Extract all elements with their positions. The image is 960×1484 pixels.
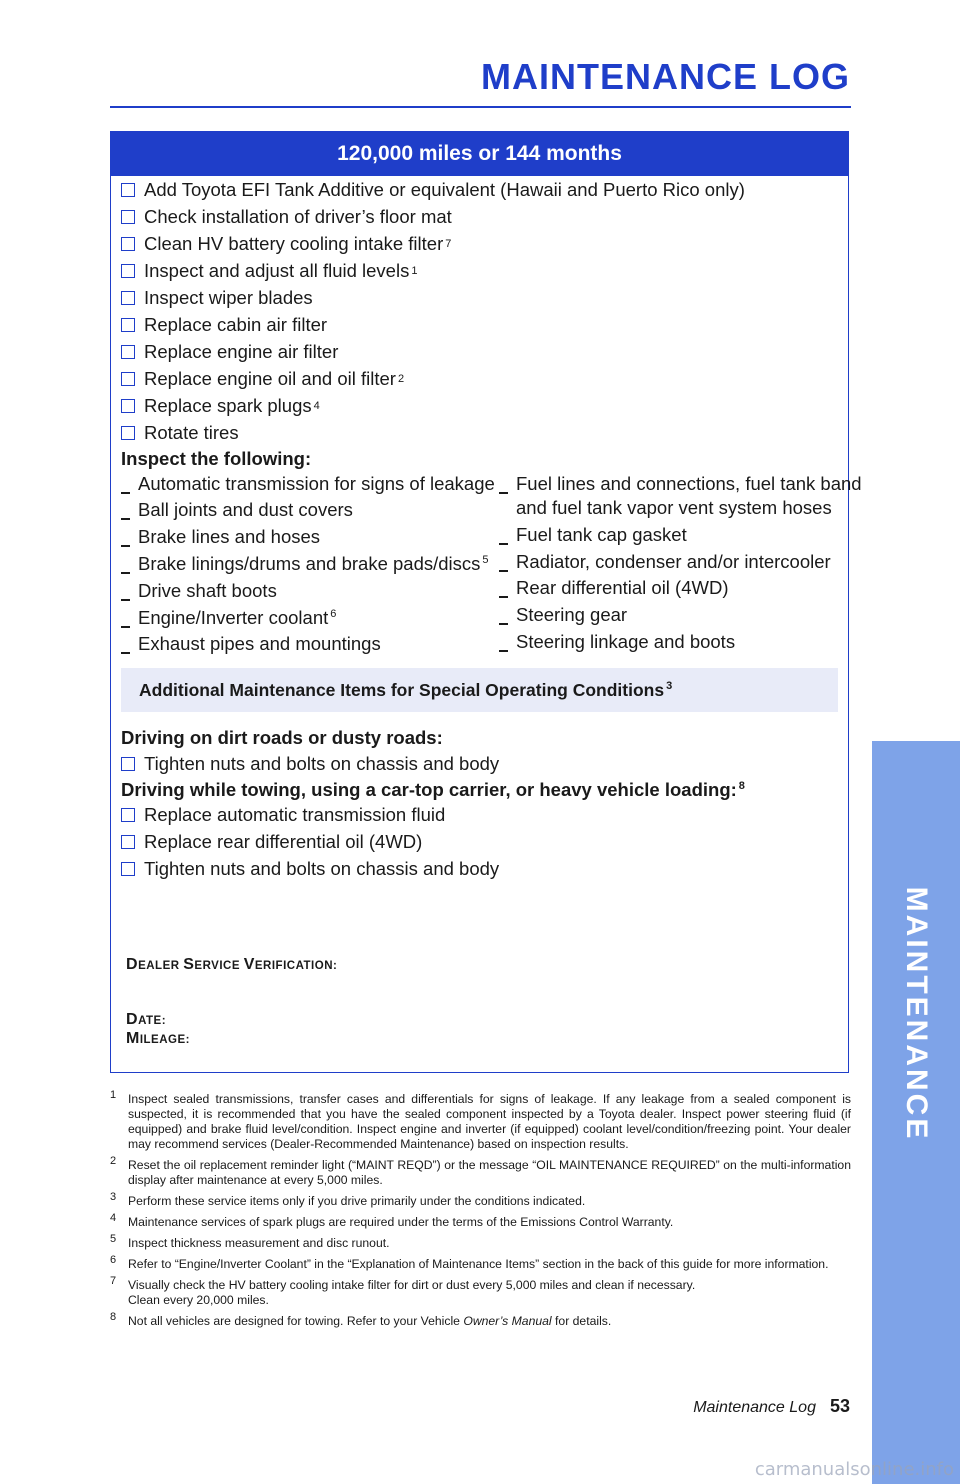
footnote: 8 Not all vehicles are designed for towing. Refer to your Vehicle Owner’s Manual for details. — [110, 1311, 612, 1328]
footnotes — [110, 1089, 851, 1335]
dash-icon — [121, 599, 130, 601]
dash-icon — [499, 543, 508, 545]
checklist-item: Tighten nuts and bolts on chassis and body — [121, 751, 499, 777]
checkbox-icon[interactable] — [121, 862, 135, 876]
page-number: 53 — [829, 1396, 850, 1416]
inspect-item: Steering linkage and boots — [499, 630, 735, 654]
watermark: carmanualsonline.info — [754, 1459, 954, 1480]
footnote: 3 Perform these service items only if you drive primarily under the conditions indicated. — [110, 1191, 586, 1208]
checkbox-icon[interactable] — [121, 808, 135, 822]
footnote: 2 Reset the oil replacement reminder light (“MAINT REQD”) or the message “OIL MAINTENANCE REQUIRED” on the multi-information display after maintenance at every 5,000 miles. — [110, 1155, 851, 1187]
checkbox-icon[interactable] — [121, 372, 135, 386]
maintenance-box — [110, 131, 862, 1073]
title-divider — [110, 106, 851, 108]
checkbox-icon[interactable] — [121, 291, 135, 305]
dash-icon — [121, 518, 130, 520]
interval-header: 120,000 miles or 144 months — [111, 132, 848, 176]
inspect-item: Ball joints and dust covers — [121, 498, 353, 522]
footer-section-label: Maintenance Log — [693, 1399, 816, 1416]
inspect-item-continuation: and fuel tank vapor vent system hoses — [516, 497, 832, 518]
checklist-item: Rotate tires — [121, 420, 239, 446]
inspect-item: Fuel lines and connections, fuel tank band — [499, 472, 862, 496]
dash-icon — [499, 650, 508, 652]
checklist-item: Replace spark plugs 4 — [121, 393, 320, 419]
inspect-item: Fuel tank cap gasket — [499, 523, 687, 547]
inspect-item: Brake linings/drums and brake pads/discs $^5$ — [121, 552, 489, 576]
footnote: 6 Refer to “Engine/Inverter Coolant” in the “Explanation of Maintenance Items” section in the back of this guide for more information. — [110, 1254, 829, 1271]
inspect-item: Rear differential oil (4WD) — [499, 576, 728, 600]
checkbox-icon[interactable] — [121, 345, 135, 359]
inspect-item: Radiator, condenser and/or intercooler — [499, 550, 831, 574]
checklist-item: Replace rear differential oil (4WD) — [121, 829, 422, 855]
inspect-item: Engine/Inverter coolant $^6$ — [121, 606, 336, 630]
checklist-item: Clean HV battery cooling intake filter 7 — [121, 231, 451, 257]
dash-icon — [121, 492, 130, 494]
dash-icon — [121, 545, 130, 547]
checklist-item: Check installation of driver’s floor mat — [121, 204, 452, 230]
checkbox-icon[interactable] — [121, 318, 135, 332]
checkbox-icon[interactable] — [121, 835, 135, 849]
checkbox-icon[interactable] — [121, 757, 135, 771]
inspect-item: Exhaust pipes and mountings — [121, 632, 381, 656]
checklist-item: Inspect and adjust all fluid levels 1 — [121, 258, 417, 284]
footnote: 5 Inspect thickness measurement and disc runout. — [110, 1233, 390, 1250]
checklist-item: Replace engine oil and oil filter 2 — [121, 366, 404, 392]
checkbox-icon[interactable] — [121, 210, 135, 224]
section-side-tab[interactable] — [872, 741, 960, 1484]
dash-icon — [121, 626, 130, 628]
checkbox-icon[interactable] — [121, 183, 135, 197]
dirt-roads-heading: Driving on dirt roads or dusty roads: — [121, 727, 443, 748]
checkbox-icon[interactable] — [121, 399, 135, 413]
footnote: 4 Maintenance services of spark plugs are required under the terms of the Emissions Control Warranty. — [110, 1212, 674, 1229]
checklist-item: Replace automatic transmission fluid — [121, 802, 445, 828]
checkbox-icon[interactable] — [121, 426, 135, 440]
inspect-item: Steering gear — [499, 603, 627, 627]
checklist-item: Tighten nuts and bolts on chassis and body — [121, 856, 499, 882]
special-conditions-bar: Additional Maintenance Items for Special Operating Conditions $^3$ — [121, 668, 838, 712]
date-label: DATE: — [126, 1011, 167, 1028]
dealer-verification-label: DEALER SERVICE VERIFICATION: — [126, 956, 338, 973]
inspect-item: Automatic transmission for signs of leakage — [121, 472, 495, 496]
checklist-item: Replace engine air filter — [121, 339, 338, 365]
checklist-item: Inspect wiper blades — [121, 285, 313, 311]
checklist-item: Replace cabin air filter — [121, 312, 327, 338]
dash-icon — [121, 652, 130, 654]
inspect-item: Brake lines and hoses — [121, 525, 320, 549]
page-footer — [693, 1396, 850, 1417]
inspect-item: Drive shaft boots — [121, 579, 277, 603]
footnote: 1 Inspect sealed transmissions, transfer cases and differentials for signs of leakage. If any leakage from a sealed component is suspected, it is recommended that you have the sealed component inspected by a Toyota dealer. Inspect power steering fluid (if equipped) and brake fluid level/condition. Inspect engine and inverter (if equipped) coolant level/condition/freezing point. Your dealer may recommend services (Dealer-Recommended Maintenance) based on inspection results. — [110, 1089, 851, 1151]
page-title: MAINTENANCE LOG — [481, 56, 850, 97]
dash-icon — [499, 623, 508, 625]
checkbox-icon[interactable] — [121, 237, 135, 251]
towing-heading: Driving while towing, using a car-top carrier, or heavy vehicle loading: $^8$ — [121, 779, 745, 800]
side-tab-label: MAINTENANCE — [900, 886, 933, 1142]
inspect-heading: Inspect the following: — [121, 448, 312, 469]
dash-icon — [499, 492, 508, 494]
footnote: 7 Visually check the HV battery cooling intake filter for dirt or dust every 5,000 miles and clean if necessary. Clean every 20,000 miles. — [110, 1275, 696, 1307]
dash-icon — [499, 596, 508, 598]
mileage-label: MILEAGE: — [126, 1030, 190, 1047]
checklist-item: Add Toyota EFI Tank Additive or equivalent (Hawaii and Puerto Rico only) — [121, 177, 745, 203]
dash-icon — [499, 570, 508, 572]
dash-icon — [121, 572, 130, 574]
checkbox-icon[interactable] — [121, 264, 135, 278]
